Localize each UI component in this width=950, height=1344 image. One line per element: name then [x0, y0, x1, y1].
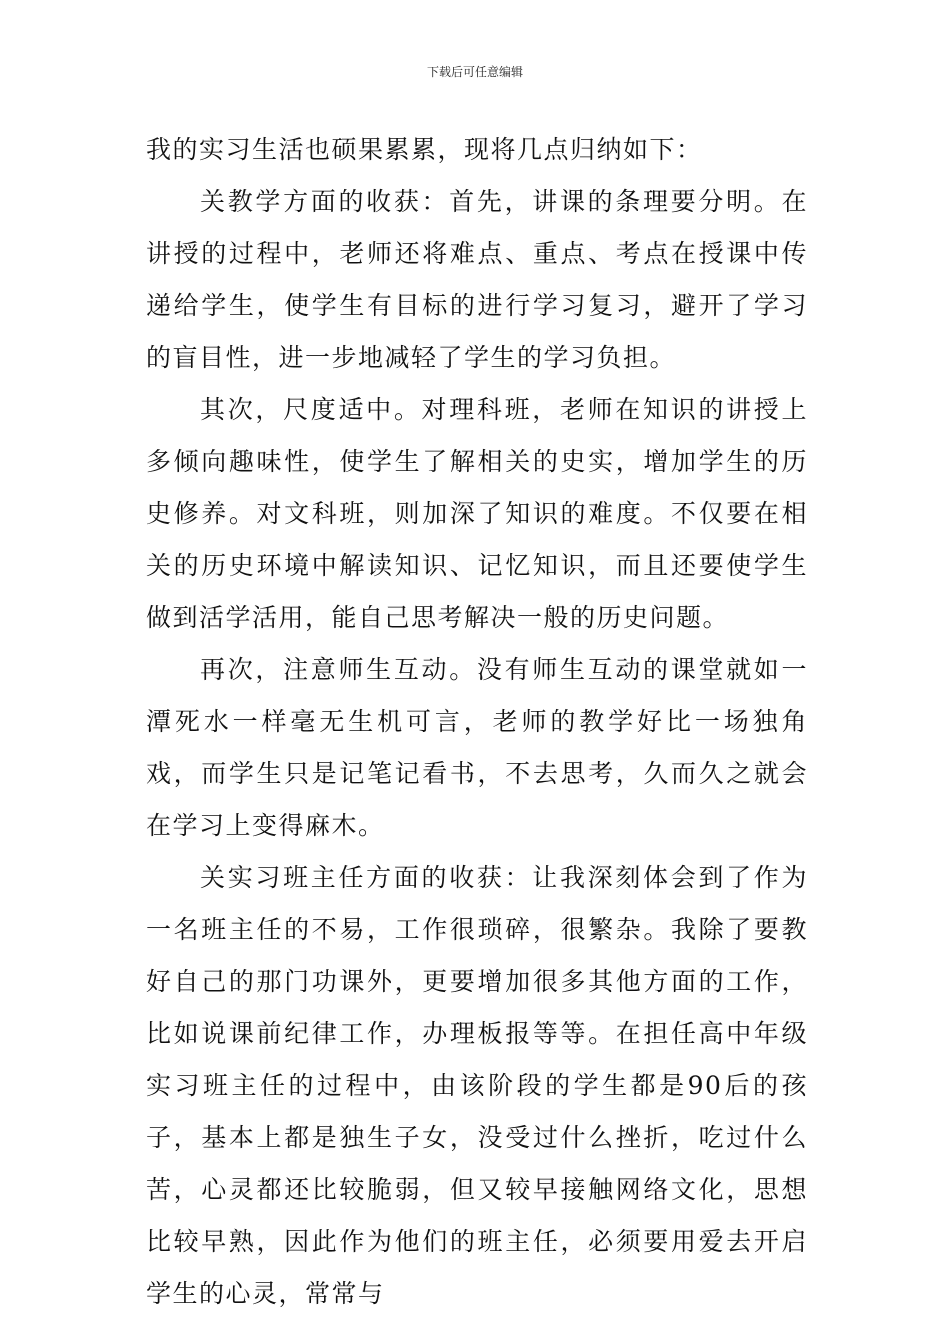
- body-text: [146, 124, 808, 1320]
- paragraph-intro: 我的实习生活也硕果累累，现将几点归纳如下：: [146, 135, 703, 164]
- paragraph-moderate-scale: 其次，尺度适中。对理科班，老师在知识的讲授上多倾向趣味性，使学生了解相关的史实，增加学生的历史修养。对文科班，则加深了知识的难度。不仅要在相关的历史环境中解读知识、记忆知识，而且还要使学生做到活学活用，能自己思考解决一般的历史问题。: [146, 395, 808, 632]
- paragraph-interaction: 再次，注意师生互动。没有师生互动的课堂就如一潭死水一样毫无生机可言，老师的教学好比一场独角戏，而学生只是记笔记看书，不去思考，久而久之就会在学习上变得麻木。: [146, 655, 808, 840]
- paragraph-class-teacher-gains: 关实习班主任方面的收获：让我深刻体会到了作为一名班主任的不易，工作很琐碎，很繁杂。我除了要教好自己的那门功课外，更要增加很多其他方面的工作，比如说课前纪律工作，办理板报等等。在担任高中年级实习班主任的过程中，由该阶段的学生都是90后的孩子，基本上都是独生子女，没受过什么挫折，吃过什么苦，心灵都还比较脆弱，但又较早接触网络文化，思想比较早熟，因此作为他们的班主任，必须要用爱去开启学生的心灵，常常与: [146, 863, 808, 1308]
- page-header: 下载后可任意编辑: [426, 65, 523, 79]
- paragraph-teaching-gains: 关教学方面的收获：首先，讲课的条理要分明。在讲授的过程中，老师还将难点、重点、考点在授课中传递给学生，使学生有目标的进行学习复习，避开了学习的盲目性，进一步地减轻了学生的学习负担。: [146, 187, 808, 372]
